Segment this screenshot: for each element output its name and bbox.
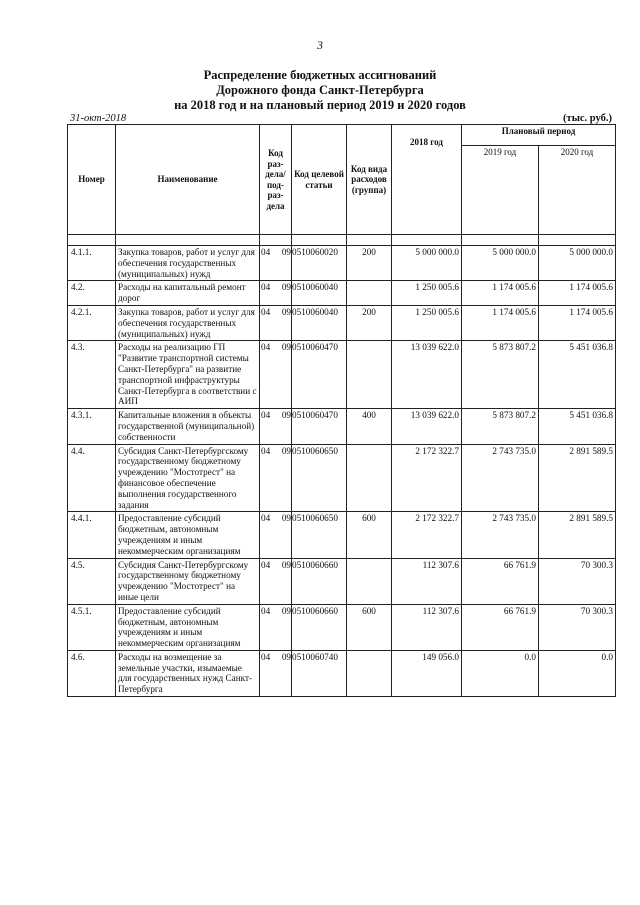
title-line-3: на 2018 год и на плановый период 2019 и 2020 годов <box>174 98 466 112</box>
row-section: 04 <box>261 513 271 524</box>
row-subsection: 09 <box>281 282 291 293</box>
row-subsection: 09 <box>281 559 291 570</box>
header-2019: 2019 год <box>462 145 539 234</box>
header-2018: 2018 год <box>392 125 462 235</box>
page-number: 3 <box>317 38 323 52</box>
row-target-code: 0510060650 <box>292 512 347 558</box>
row-2019-value: 1 174 005.6 <box>462 305 539 340</box>
table-row <box>68 558 616 604</box>
row-section-code <box>260 512 292 558</box>
row-section-code <box>260 604 292 650</box>
row-section-code <box>260 246 292 281</box>
budget-table <box>67 124 616 697</box>
row-name: Субсидия Санкт-Петербургскому государственному бюджетному учреждению "Мостотрест" на иные цели <box>116 558 260 604</box>
row-2018-value: 1 250 005.6 <box>392 281 462 306</box>
row-2020-value: 2 891 589.5 <box>539 512 616 558</box>
row-section-code <box>260 305 292 340</box>
row-2018-value: 1 250 005.6 <box>392 305 462 340</box>
row-2018-value: 2 172 322.7 <box>392 512 462 558</box>
row-target-code: 0510060040 <box>292 305 347 340</box>
row-2020-value: 1 174 005.6 <box>539 281 616 306</box>
row-section: 04 <box>261 559 271 570</box>
row-target-code: 0510060660 <box>292 604 347 650</box>
row-name: Расходы на капитальный ремонт дорог <box>116 281 260 306</box>
row-2018-value: 5 000 000.0 <box>392 246 462 281</box>
row-2019-value: 2 743 735.0 <box>462 444 539 512</box>
row-expense-code <box>347 341 392 409</box>
row-subsection: 09 <box>281 651 291 662</box>
row-subsection: 09 <box>281 306 291 317</box>
row-target-code: 0510060650 <box>292 444 347 512</box>
table-row <box>68 604 616 650</box>
row-number: 4.5.1. <box>68 604 116 650</box>
row-number: 4.4.1. <box>68 512 116 558</box>
row-target-code: 0510060040 <box>292 281 347 306</box>
row-2018-value: 13 039 622.0 <box>392 409 462 444</box>
row-2018-value: 13 039 622.0 <box>392 341 462 409</box>
row-section: 04 <box>261 282 271 293</box>
row-2019-value: 66 761.9 <box>462 558 539 604</box>
table-row <box>68 341 616 409</box>
row-section-code <box>260 444 292 512</box>
row-2018-value: 2 172 322.7 <box>392 444 462 512</box>
row-section-code <box>260 409 292 444</box>
header-section-code: Код раз-дела/ под-раз-дела <box>260 125 292 235</box>
table-row <box>68 512 616 558</box>
row-2019-value: 5 873 807.2 <box>462 409 539 444</box>
row-2019-value: 5 000 000.0 <box>462 246 539 281</box>
header-expense-code: Код вида расходов (группа) <box>347 125 392 235</box>
row-number: 4.3.1. <box>68 409 116 444</box>
row-subsection: 09 <box>281 247 291 257</box>
row-section: 04 <box>261 651 271 662</box>
row-target-code: 0510060740 <box>292 650 347 696</box>
document-title <box>0 68 640 113</box>
row-target-code: 0510060470 <box>292 409 347 444</box>
row-name: Предоставление субсидий бюджетным, автономным учреждениям и иным некоммерческим организациям <box>116 604 260 650</box>
row-subsection: 09 <box>281 342 291 353</box>
row-number: 4.2.1. <box>68 305 116 340</box>
row-number: 4.2. <box>68 281 116 306</box>
row-2020-value: 70 300.3 <box>539 604 616 650</box>
row-expense-code: 200 <box>347 305 392 340</box>
row-2019-value: 66 761.9 <box>462 604 539 650</box>
row-2020-value: 2 891 589.5 <box>539 444 616 512</box>
row-section-code <box>260 558 292 604</box>
row-section-code <box>260 281 292 306</box>
row-2018-value: 112 307.6 <box>392 604 462 650</box>
row-section-code <box>260 650 292 696</box>
row-expense-code: 600 <box>347 604 392 650</box>
row-section: 04 <box>261 306 271 317</box>
row-target-code: 0510060020 <box>292 246 347 281</box>
header-name: Наименование <box>116 125 260 235</box>
row-2020-value: 5 000 000.0 <box>539 246 616 281</box>
row-subsection: 09 <box>281 605 291 616</box>
document-date: 31-окт-2018 <box>70 113 127 124</box>
header-number: Номер <box>68 125 116 235</box>
row-2019-value: 2 743 735.0 <box>462 512 539 558</box>
row-2019-value: 1 174 005.6 <box>462 281 539 306</box>
table-row <box>68 444 616 512</box>
row-target-code: 0510060470 <box>292 341 347 409</box>
row-target-code: 0510060660 <box>292 558 347 604</box>
row-subsection: 09 <box>281 445 291 456</box>
row-2020-value: 1 174 005.6 <box>539 305 616 340</box>
row-name: Закупка товаров, работ и услуг для обеспечения государственных (муниципальных) нужд <box>116 305 260 340</box>
row-2020-value: 5 451 036.8 <box>539 409 616 444</box>
row-number: 4.6. <box>68 650 116 696</box>
row-section-code <box>260 341 292 409</box>
row-2018-value: 112 307.6 <box>392 558 462 604</box>
row-number: 4.3. <box>68 341 116 409</box>
title-line-1: Распределение бюджетных ассигнований <box>203 68 437 82</box>
row-2020-value: 5 451 036.8 <box>539 341 616 409</box>
row-expense-code <box>347 558 392 604</box>
row-subsection: 09 <box>281 410 291 421</box>
row-number: 4.4. <box>68 444 116 512</box>
table-row <box>68 281 616 306</box>
row-name: Предоставление субсидий бюджетным, автономным учреждениям и иным некоммерческим организациям <box>116 512 260 558</box>
row-name: Субсидия Санкт-Петербургскому государственному бюджетному учреждению "Мостотрест" на финансовое обеспечение выполнения государственного задания <box>116 444 260 512</box>
row-2018-value: 149 056.0 <box>392 650 462 696</box>
row-2019-value: 5 873 807.2 <box>462 341 539 409</box>
row-name: Расходы на реализацию ГП "Развитие транспортной системы Санкт-Петербурга" на развитие транспортной инфраструктуры Санкт-Петербурга в соответствии с АИП <box>116 341 260 409</box>
row-2020-value: 70 300.3 <box>539 558 616 604</box>
units-label: (тыс. руб.) <box>563 113 612 124</box>
row-subsection: 09 <box>281 513 291 524</box>
row-expense-code <box>347 281 392 306</box>
table-row <box>68 650 616 696</box>
header-planned-period: Плановый период <box>462 125 616 146</box>
row-section: 04 <box>261 342 271 353</box>
row-number: 4.1.1. <box>68 246 116 281</box>
row-number: 4.5. <box>68 558 116 604</box>
table-body <box>68 246 616 697</box>
table-row <box>68 305 616 340</box>
table-row <box>68 246 616 281</box>
row-expense-code: 200 <box>347 246 392 281</box>
row-expense-code <box>347 650 392 696</box>
row-2019-value: 0.0 <box>462 650 539 696</box>
row-section: 04 <box>261 247 271 257</box>
row-expense-code <box>347 444 392 512</box>
row-section: 04 <box>261 605 271 616</box>
row-section: 04 <box>261 445 271 456</box>
header-target-code: Код целевой статьи <box>292 125 347 235</box>
row-2020-value: 0.0 <box>539 650 616 696</box>
row-name: Закупка товаров, работ и услуг для обеспечения государственных (муниципальных) нужд <box>116 246 260 281</box>
header-2020: 2020 год <box>539 145 616 234</box>
row-section: 04 <box>261 410 271 421</box>
row-expense-code: 400 <box>347 409 392 444</box>
row-name: Капитальные вложения в объекты государственной (муниципальной) собственности <box>116 409 260 444</box>
title-line-2: Дорожного фонда Санкт-Петербурга <box>216 83 424 97</box>
row-expense-code: 600 <box>347 512 392 558</box>
row-name: Расходы на возмещение за земельные участки, изымаемые для государственных нужд Санкт-Петербурга <box>116 650 260 696</box>
table-row <box>68 409 616 444</box>
